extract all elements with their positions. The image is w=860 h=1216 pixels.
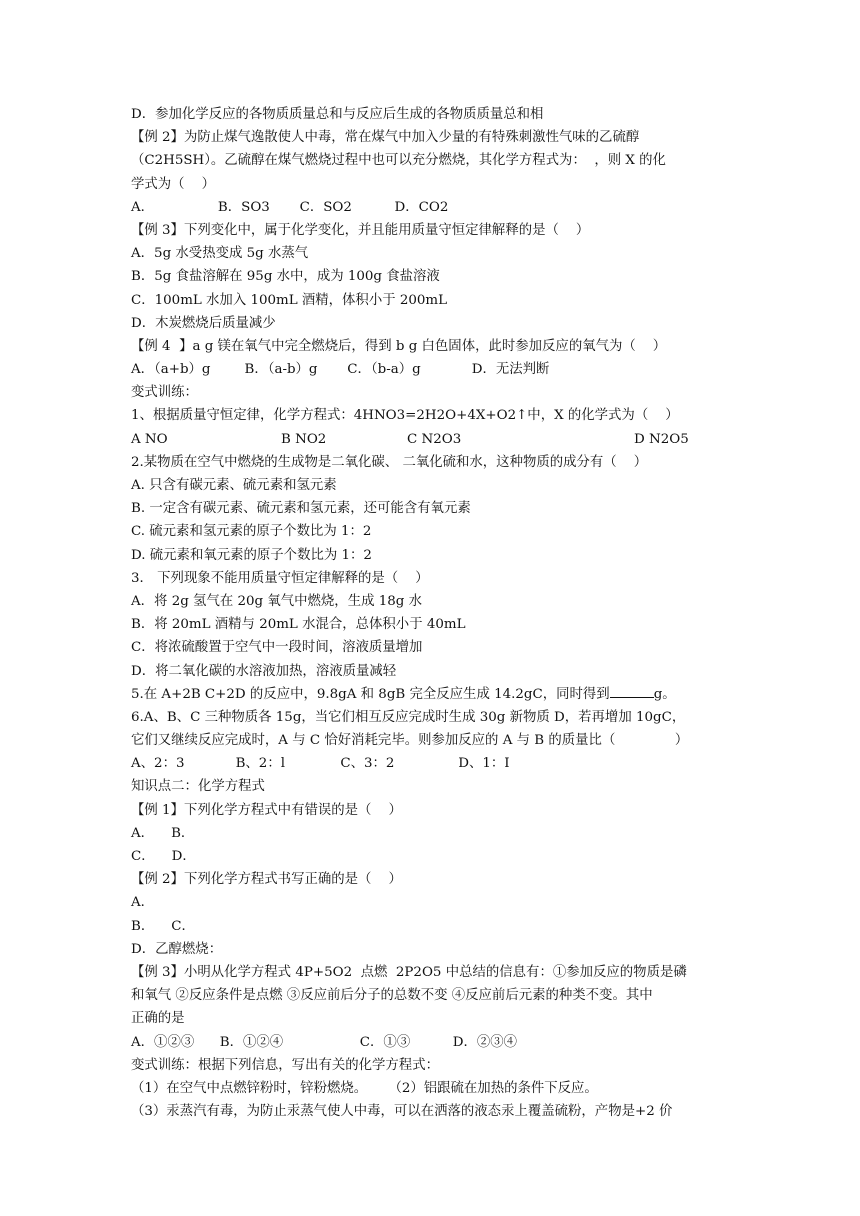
text-line: 6.A、B、C 三种物质各 15g，当它们相互反应完成时生成 30g 新物质 D，若再增加 10gC， bbox=[131, 709, 686, 725]
question-5-line bbox=[131, 683, 731, 706]
option-c: C N2O3 bbox=[407, 431, 462, 447]
text-line: C． D． bbox=[131, 849, 196, 864]
text-line: A． B．SO3 C．SO2 D．CO2 bbox=[131, 199, 449, 215]
text-line: D. 硫元素和氧元素的原子个数比为 1：2 bbox=[131, 547, 372, 563]
text-line: C．将浓硫酸置于空气中一段时间，溶液质量增加 bbox=[131, 640, 423, 656]
option-a: A NO bbox=[131, 431, 168, 447]
text-line: 它们又继续反应完成时，A 与 C 恰好消耗完毕。则参加反应的 A 与 B 的质量比（ ） bbox=[131, 733, 689, 749]
text-line: D．乙醇燃烧： bbox=[131, 941, 223, 957]
text-line: A．将 2g 氢气在 20g 氧气中燃烧，生成 18g 水 bbox=[131, 593, 422, 609]
text-line: （C2H5SH）。乙硫醇在煤气燃烧过程中也可以充分燃烧，其化学方程式为： ，则 X 的化 bbox=[131, 153, 666, 169]
text-line: 学式为（ ） bbox=[131, 176, 215, 192]
text-line: D．将二氧化碳的水溶液加热，溶液质量减轻 bbox=[131, 663, 397, 679]
text-line: A．①②③ B．①②④ C．①③ D．②③④ bbox=[131, 1034, 518, 1050]
text-line: 【例 3】下列变化中，属于化学变化，并且能用质量守恒定律解释的是（ ） bbox=[131, 222, 590, 238]
fill-in-blank bbox=[610, 683, 654, 698]
text-line: 【例 4 】a g 镁在氧气中完全燃烧后，得到 b g 白色固体，此时参加反应的氧气为（ ） bbox=[131, 338, 667, 354]
text-line: D．木炭燃烧后质量减少 bbox=[131, 315, 276, 331]
text-line: B．5g 食盐溶解在 95g 水中，成为 100g 食盐溶液 bbox=[131, 269, 440, 285]
text-line: B．将 20mL 酒精与 20mL 水混合，总体积小于 40mL bbox=[131, 617, 466, 633]
text-line: 【例 2】下列化学方程式书写正确的是（ ） bbox=[131, 872, 402, 888]
text-line: 变式训练：根据下列信息，写出有关的化学方程式： bbox=[131, 1057, 439, 1073]
text-line: C．100mL 水加入 100mL 酒精，体积小于 200mL bbox=[131, 292, 448, 308]
text-line: A．5g 水受热变成 5g 水蒸气 bbox=[131, 246, 309, 262]
text-line: 2.某物质在空气中燃烧的生成物是二氧化碳、 二氧化硫和水，这种物质的成分有（ ） bbox=[131, 454, 648, 470]
text-line: （1）在空气中点燃锌粉时，锌粉燃烧。 （2）铝跟硫在加热的条件下反应。 bbox=[131, 1080, 598, 1096]
text-line: 【例 1】下列化学方程式中有错误的是（ ） bbox=[131, 802, 402, 818]
text-line: A、2：3 B、2：l C、3：2 D、1：I bbox=[131, 756, 510, 772]
text-line: B． C． bbox=[131, 918, 195, 934]
option-d: D N2O5 bbox=[634, 431, 689, 447]
text-line: A. 只含有碳元素、硫元素和氢元素 bbox=[131, 478, 337, 493]
option-b: B NO2 bbox=[281, 431, 327, 447]
text-line: A． bbox=[131, 895, 155, 911]
question-5-prefix: 5.在 A+2B C+2D 的反应中，9.8gA 和 8gB 完全反应生成 14.2gC，同时得到 bbox=[131, 686, 610, 702]
question-5-suffix: g。 bbox=[653, 686, 676, 702]
text-line: 和氧气 ②反应条件是点燃 ③反应前后分子的总数不变 ④反应前后元素的种类不变。其中 bbox=[131, 988, 653, 1004]
document-body bbox=[131, 103, 731, 1123]
text-line: A． B． bbox=[131, 825, 195, 841]
text-line: 知识点二：化学方程式 bbox=[131, 779, 265, 795]
text-line: 3． 下列现象不能用质量守恒定律解释的是（ ） bbox=[131, 570, 429, 586]
text-line: A．（a+b）g B．（a-b）g C．（b-a）g D．无法判断 bbox=[131, 362, 550, 378]
text-line: （3）汞蒸汽有毒，为防止汞蒸气使人中毒，可以在洒落的液态汞上覆盖硫粉，产物是+2 价 bbox=[131, 1104, 673, 1120]
text-line: 【例 3】小明从化学方程式 4P+5O2 点燃 2P2O5 中总结的信息有：①参加反应的物质是磷 bbox=[131, 964, 687, 980]
text-line: 变式训练： bbox=[131, 385, 198, 401]
text-line: 1、根据质量守恒定律，化学方程式：4HNO3=2H2O+4X+O2↑中，X 的化学式为（ ） bbox=[131, 408, 679, 424]
text-line: D．参加化学反应的各物质质量总和与反应后生成的各物质质量总和相 bbox=[131, 107, 544, 122]
answer-options-row bbox=[131, 428, 731, 451]
text-line: B. 一定含有碳元素、硫元素和氢元素，还可能含有氧元素 bbox=[131, 501, 471, 517]
text-line: 正确的是 bbox=[131, 1011, 185, 1027]
text-line: C. 硫元素和氢元素的原子个数比为 1：2 bbox=[131, 524, 372, 540]
text-line: 【例 2】为防止煤气逸散使人中毒，常在煤气中加入少量的有特殊刺激性气味的乙硫醇 bbox=[131, 130, 640, 146]
